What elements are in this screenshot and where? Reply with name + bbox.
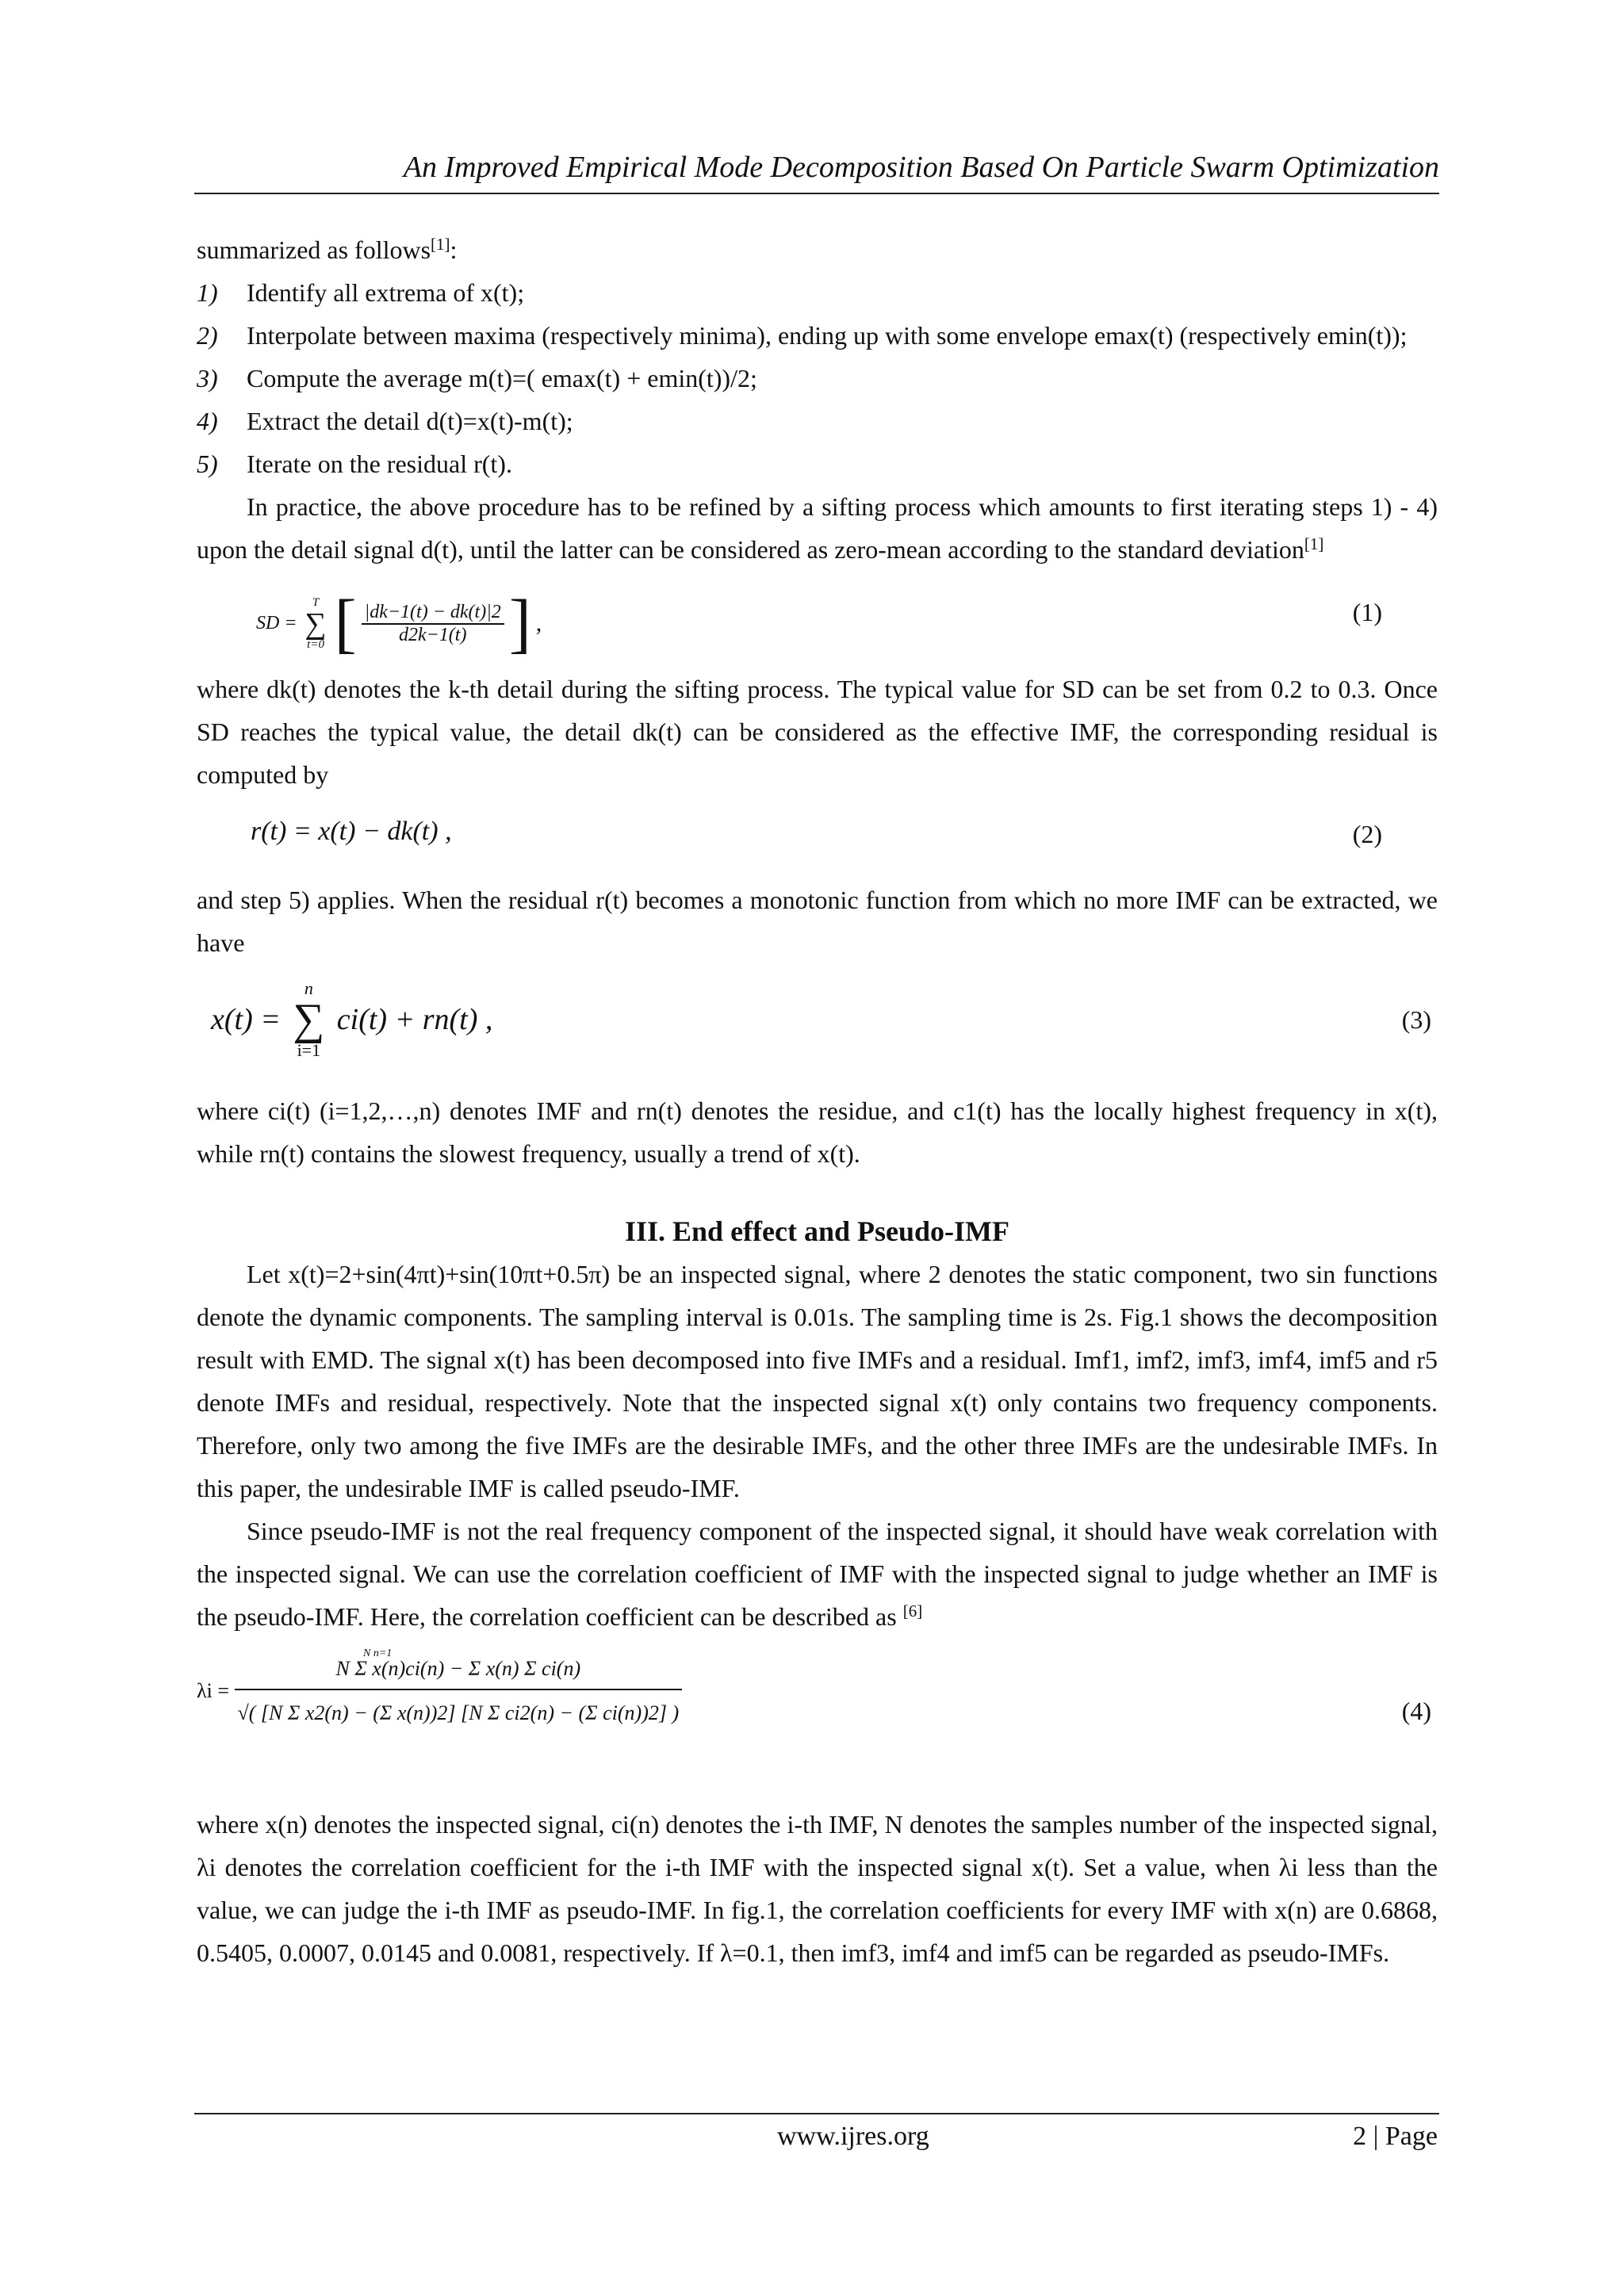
- eq4-numerator: N Σ x(n)ci(n) − Σ x(n) Σ ci(n): [335, 1657, 581, 1680]
- citation: [6]: [902, 1601, 923, 1621]
- eq4-number: (4): [1401, 1697, 1431, 1725]
- eq2-number: (2): [1352, 820, 1382, 848]
- paragraph-since: [197, 1510, 1438, 1638]
- eq3-number: (3): [1401, 1005, 1431, 1034]
- procedure-step-4: [197, 400, 1438, 442]
- paragraph-where: [197, 1803, 1438, 1974]
- eq4-lhs: λi =: [197, 1679, 229, 1702]
- step-number: 5): [197, 450, 218, 478]
- procedure-steps: [197, 271, 1438, 485]
- procedure-step-5: [197, 442, 1438, 485]
- citation: [1]: [1304, 534, 1324, 553]
- eq4-fraction: [235, 1657, 683, 1725]
- eq1-right-bracket: ]: [508, 587, 531, 660]
- intro-text: summarized as follows: [197, 235, 431, 264]
- step-text: Compute the average m(t)=( emax(t) + emin(t))/2;: [247, 364, 757, 392]
- paragraph-step5: [197, 878, 1438, 964]
- paragraph-text: where ci(t) (i=1,2,…,n) denotes IMF and rn(t) denotes the residue, and c1(t) has the locally highest frequency in x(t), while rn(t) contains the slowest frequency, usually a trend of x(t).: [197, 1096, 1438, 1168]
- paragraph-sifting: [197, 485, 1438, 571]
- eq1-number: (1): [1352, 598, 1382, 626]
- eq4-limit-upper: N: [363, 1647, 371, 1659]
- eq1-numerator: |dk−1(t) − dk(t)|2: [364, 601, 501, 622]
- procedure-step-3: [197, 357, 1438, 400]
- eq1-lhs: SD =: [256, 613, 297, 633]
- step-text: Iterate on the residual r(t).: [247, 450, 512, 478]
- eq1-trail: ,: [535, 610, 542, 637]
- paragraph-text: and step 5) applies. When the residual r(t) becomes a monotonic function from which no more IMF can be extracted, we have: [197, 886, 1438, 957]
- section-heading: III. End effect and Pseudo-IMF: [624, 1215, 1009, 1247]
- page-body: [197, 228, 1438, 1974]
- eq1-left-bracket: [: [334, 587, 357, 660]
- step-text: Interpolate between maxima (respectively minima), ending up with some envelope emax(t) (respectively emin(t));: [247, 321, 1408, 350]
- eq3-sum-upper: n: [304, 978, 313, 998]
- eq1-sum: [305, 597, 327, 651]
- eq2-expression: r(t) = x(t) − dk(t) ,: [251, 817, 452, 846]
- step-text: Identify all extrema of x(t);: [247, 278, 525, 307]
- eq3-sum-lower: i=1: [297, 1040, 321, 1060]
- footer-rule: [194, 2113, 1439, 2114]
- step-number: 2): [197, 321, 218, 350]
- equation-3: [197, 970, 1438, 1083]
- eq3-rhs: ci(t) + rn(t) ,: [336, 1003, 493, 1036]
- step-number: 4): [197, 407, 218, 435]
- eq1-denominator: d2k−1(t): [362, 623, 504, 646]
- paragraph-text: In practice, the above procedure has to be refined by a sifting process which amounts to first iterating steps 1) - 4) upon the detail signal d(t), until the latter can be considered as zero-mean according to the standard deviation: [197, 492, 1438, 564]
- procedure-step-1: [197, 271, 1438, 314]
- header-rule: [194, 193, 1439, 194]
- intro-line: [197, 228, 1438, 271]
- paragraph-text: where dk(t) denotes the k-th detail during the sifting process. The typical value for SD can be set from 0.2 to 0.3. Once SD reaches the typical value, the detail dk(t) can be considered as the effective IMF, the corresponding residual is computed by: [197, 675, 1438, 789]
- step-text: Extract the detail d(t)=x(t)-m(t);: [247, 407, 573, 435]
- intro-colon: :: [450, 235, 458, 264]
- eq1-fraction: [362, 602, 504, 646]
- paragraph-text: where x(n) denotes the inspected signal, ci(n) denotes the i-th IMF, N denotes the samples number of the inspected signal, λi denotes the correlation coefficient for the i-th IMF with the inspected signal x(t). Set a value, when λi less than the value, we can judge the i-th IMF as pseudo-IMF. In fig.1, the correlation coefficients for every IMF with x(n) are 0.6868, 0.5405, 0.0007, 0.0145 and 0.0081, respectively. If λ=0.1, then imf3, imf4 and imf5 can be regarded as pseudo-IMFs.: [197, 1810, 1438, 1967]
- paragraph-let: [197, 1253, 1438, 1510]
- eq3-sigma: ∑: [293, 995, 325, 1044]
- paragraph-imf: [197, 1089, 1438, 1175]
- eq1-sum-upper: T: [312, 595, 320, 609]
- journal-url[interactable]: www.ijres.org: [777, 2122, 929, 2151]
- step-number: 1): [197, 278, 218, 307]
- page-number: 2 | Page: [1353, 2122, 1438, 2151]
- equation-4: [197, 1647, 1438, 1797]
- running-header: An Improved Empirical Mode Decomposition Based On Particle Swarm Optimization: [403, 151, 1439, 184]
- step-number: 3): [197, 364, 218, 392]
- equation-2: [197, 799, 1438, 878]
- equation-1: [197, 574, 1438, 660]
- eq4-denominator: √( [N Σ x2(n) − (Σ x(n))2] [N Σ ci2(n) − (Σ ci(n))2] ): [235, 1689, 683, 1725]
- eq3-lhs: x(t) =: [211, 1003, 281, 1036]
- eq4-limits-note: [363, 1647, 392, 1660]
- eq4-limit-lower: n=1: [373, 1647, 393, 1659]
- paragraph-text: Since pseudo-IMF is not the real frequency component of the inspected signal, it should have weak correlation with the inspected signal. We can use the correlation coefficient of IMF with the inspected signal to judge whether an IMF is the pseudo-IMF. Here, the correlation coefficient can be described as: [197, 1517, 1438, 1631]
- paragraph-text: Let x(t)=2+sin(4πt)+sin(10πt+0.5π) be an inspected signal, where 2 denotes the static component, two sin functions denote the dynamic components. The sampling interval is 0.01s. The sampling time is 2s. Fig.1 shows the decomposition result with EMD. The signal x(t) has been decomposed into five IMFs and a residual. Imf1, imf2, imf3, imf4, imf5 and r5 denote IMFs and residual, respectively. Note that the inspected signal x(t) only contains two frequency components. Therefore, only two among the five IMFs are the desirable IMFs, and the other three IMFs are the undesirable IMFs. In this paper, the undesirable IMF is called pseudo-IMF.: [197, 1260, 1438, 1502]
- eq1-sum-lower: t=0: [307, 637, 324, 651]
- procedure-step-2: [197, 314, 1438, 357]
- eq3-sum: [293, 980, 324, 1059]
- paragraph-sd: [197, 668, 1438, 796]
- intro-citation: [1]: [431, 235, 450, 254]
- eq1-sigma: ∑: [304, 607, 327, 641]
